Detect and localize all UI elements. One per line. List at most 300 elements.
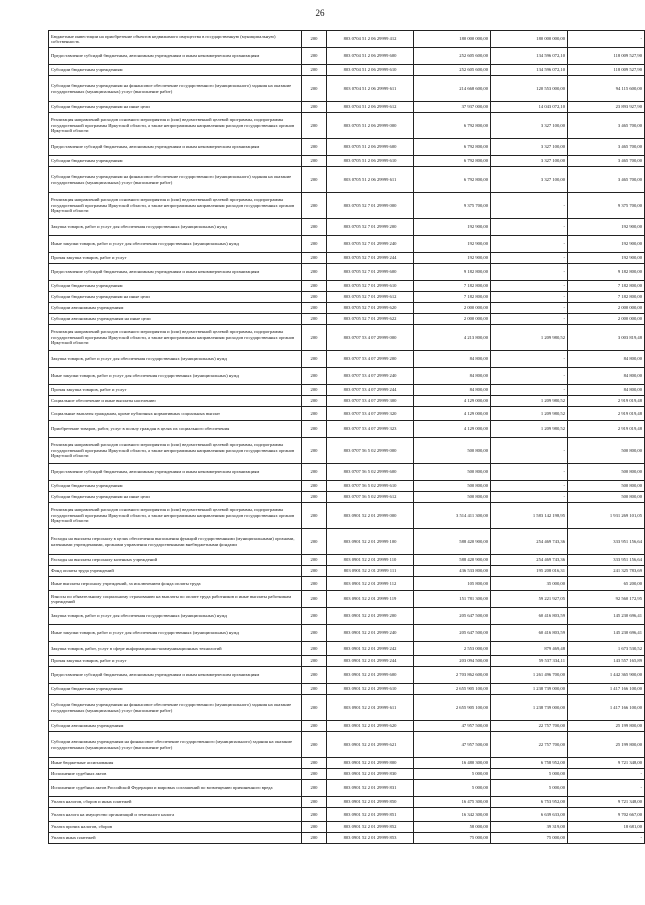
executed-amount: 134 596 072,10: [491, 65, 568, 76]
approved-amount: 588 420 900,00: [414, 529, 491, 555]
approved-amount: 5 000,00: [414, 769, 491, 780]
budget-line-name: Предоставление субсидий бюджетным, автономным учреждениям и иным некоммерческим организациям: [49, 139, 302, 156]
approved-amount: 84 800,00: [414, 368, 491, 385]
unexecuted-amount: 1 417 166 100,00: [568, 695, 645, 721]
budget-line-name: Реализация направлений расходов основного мероприятия и (или) ведомственной целевой программы, подпрограммы государственной программы Иркутской области, а также непрограммным направлениям расходов государственных органов Иркутской области: [49, 503, 302, 529]
line-code: 200: [302, 625, 327, 642]
budget-line-name: Бюджетные инвестиции на приобретение объектов недвижимого имущества в государственную (муниципальную) собственность: [49, 31, 302, 48]
budget-classification-code: 803 0705 52 7 01 29999 612: [327, 292, 414, 303]
table-row: [49, 758, 645, 769]
table-row: [49, 667, 645, 684]
unexecuted-amount: 92 560 172,95: [568, 591, 645, 608]
line-code: 200: [302, 529, 327, 555]
budget-classification-code: 803 0901 52 2 01 29999 852: [327, 822, 414, 833]
budget-line-name: Прочая закупка товаров, работ и услуг: [49, 656, 302, 667]
executed-amount: -: [491, 253, 568, 264]
table-row: [49, 65, 645, 76]
executed-amount: 180 000 000,00: [491, 31, 568, 48]
budget-classification-code: 803 0901 52 2 01 29999 000: [327, 503, 414, 529]
table-row: [49, 566, 645, 577]
budget-line-name: Социальные выплаты гражданам, кроме публичных нормативных социальных выплат: [49, 407, 302, 421]
budget-classification-code: 803 0901 52 2 01 29999 831: [327, 780, 414, 797]
budget-classification-code: 803 0901 52 2 01 29999 621: [327, 732, 414, 758]
unexecuted-amount: -: [568, 769, 645, 780]
line-code: 200: [302, 407, 327, 421]
approved-amount: 252 605 600,00: [414, 48, 491, 65]
executed-amount: -: [491, 193, 568, 219]
unexecuted-amount: 333 951 156,64: [568, 555, 645, 566]
approved-amount: 7 182 800,00: [414, 292, 491, 303]
budget-line-name: Субсидии бюджетным учреждениям: [49, 156, 302, 167]
approved-amount: 500 800,00: [414, 492, 491, 503]
budget-line-name: Прочая закупка товаров, работ и услуг: [49, 385, 302, 396]
table-row: [49, 529, 645, 555]
budget-classification-code: 803 0705 52 7 01 29999 622: [327, 314, 414, 325]
executed-amount: 1 238 739 000,00: [491, 684, 568, 695]
budget-classification-code: 803 0901 52 2 01 29999 240: [327, 625, 414, 642]
approved-amount: 192 900,00: [414, 236, 491, 253]
executed-amount: 3 327 100,00: [491, 139, 568, 156]
budget-classification-code: 803 0704 51 2 06 29999 600: [327, 48, 414, 65]
budget-line-name: Субсидии бюджетным учреждениям: [49, 281, 302, 292]
expenditure-table: [48, 30, 645, 844]
budget-classification-code: 803 0705 52 7 01 29999 600: [327, 264, 414, 281]
executed-amount: -: [491, 292, 568, 303]
table-row: [49, 303, 645, 314]
line-code: 200: [302, 608, 327, 625]
budget-classification-code: 803 0707 56 5 02 29999 612: [327, 492, 414, 503]
approved-amount: 9 182 800,00: [414, 264, 491, 281]
executed-amount: 3 327 100,00: [491, 167, 568, 193]
budget-classification-code: 803 0901 52 2 01 29999 853: [327, 833, 414, 844]
table-row: [49, 503, 645, 529]
executed-amount: 59 221 927,05: [491, 591, 568, 608]
unexecuted-amount: 145 230 696,41: [568, 608, 645, 625]
budget-line-name: Фонд оплаты труда учреждений: [49, 566, 302, 577]
unexecuted-amount: 7 182 800,00: [568, 281, 645, 292]
unexecuted-amount: 25 199 800,00: [568, 732, 645, 758]
line-code: 200: [302, 65, 327, 76]
unexecuted-amount: 241 325 783,69: [568, 566, 645, 577]
budget-classification-code: 803 0705 51 2 06 29999 600: [327, 139, 414, 156]
line-code: 200: [302, 253, 327, 264]
line-code: 200: [302, 797, 327, 808]
line-code: 200: [302, 833, 327, 844]
executed-amount: 1 209 980,52: [491, 407, 568, 421]
line-code: 200: [302, 780, 327, 797]
unexecuted-amount: 94 115 600,00: [568, 76, 645, 102]
executed-amount: 35 000,00: [491, 577, 568, 591]
table-row: [49, 167, 645, 193]
line-code: 200: [302, 351, 327, 368]
executed-amount: 1 261 496 700,00: [491, 667, 568, 684]
unexecuted-amount: 500 800,00: [568, 481, 645, 492]
budget-line-name: Реализация направлений расходов основного мероприятия и (или) ведомственной целевой программы, подпрограммы государственной программы Иркутской области, а также непрограммным направлениям расходов государственных органов Иркутской области: [49, 438, 302, 464]
approved-amount: 500 800,00: [414, 481, 491, 492]
approved-amount: 3 514 411 300,00: [414, 503, 491, 529]
approved-amount: 151 781 300,00: [414, 591, 491, 608]
line-code: 200: [302, 193, 327, 219]
approved-amount: 2 000 000,00: [414, 314, 491, 325]
approved-amount: 37 937 000,00: [414, 102, 491, 113]
table-row: [49, 695, 645, 721]
approved-amount: 5 000,00: [414, 780, 491, 797]
budget-line-name: Иные закупки товаров, работ и услуг для обеспечения государственных (муниципальных) нужд: [49, 368, 302, 385]
table-row: [49, 219, 645, 236]
line-code: 200: [302, 139, 327, 156]
approved-amount: 84 800,00: [414, 385, 491, 396]
budget-line-name: Взносы по обязательному социальному страхованию на выплаты по оплате труда работников и иные выплаты работникам учреждений: [49, 591, 302, 608]
budget-line-name: Субсидии бюджетным учреждениям: [49, 684, 302, 695]
budget-classification-code: 803 0704 51 2 06 29999 612: [327, 102, 414, 113]
approved-amount: 2 655 905 100,00: [414, 684, 491, 695]
executed-amount: 5 000,00: [491, 769, 568, 780]
executed-amount: -: [491, 481, 568, 492]
approved-amount: 16 475 300,00: [414, 797, 491, 808]
executed-amount: 120 553 000,00: [491, 76, 568, 102]
line-code: 200: [302, 758, 327, 769]
executed-amount: 6 639 633,00: [491, 808, 568, 822]
unexecuted-amount: 500 800,00: [568, 464, 645, 481]
budget-line-name: Уплата налогов, сборов и иных платежей: [49, 797, 302, 808]
unexecuted-amount: 9 721 348,00: [568, 797, 645, 808]
budget-line-name: Субсидии бюджетным учреждениям на иные цели: [49, 292, 302, 303]
executed-amount: 3 327 100,00: [491, 113, 568, 139]
executed-amount: 5 000,00: [491, 780, 568, 797]
budget-line-name: Уплата прочих налогов, сборов: [49, 822, 302, 833]
executed-amount: 1 209 980,52: [491, 325, 568, 351]
line-code: 200: [302, 76, 327, 102]
table-row: [49, 421, 645, 438]
executed-amount: 1 238 739 000,00: [491, 695, 568, 721]
table-row: [49, 591, 645, 608]
table-row: [49, 808, 645, 822]
table-row: [49, 253, 645, 264]
line-code: 200: [302, 555, 327, 566]
unexecuted-amount: 118 009 527,90: [568, 48, 645, 65]
line-code: 200: [302, 684, 327, 695]
budget-classification-code: 803 0901 52 2 01 29999 112: [327, 577, 414, 591]
budget-line-name: Реализация направлений расходов основного мероприятия и (или) ведомственной целевой программы, подпрограммы государственной программы Иркутской области, а также непрограммным направлениям расходов государственных органов Иркутской области: [49, 113, 302, 139]
line-code: 200: [302, 385, 327, 396]
unexecuted-amount: 192 900,00: [568, 219, 645, 236]
unexecuted-amount: 3 465 700,00: [568, 113, 645, 139]
budget-classification-code: 803 0901 52 2 01 29999 110: [327, 555, 414, 566]
budget-line-name: Субсидии бюджетным учреждениям: [49, 65, 302, 76]
line-code: 200: [302, 721, 327, 732]
budget-classification-code: 803 0901 52 2 01 29999 242: [327, 642, 414, 656]
approved-amount: 58 000,00: [414, 822, 491, 833]
approved-amount: 500 800,00: [414, 464, 491, 481]
budget-classification-code: 803 0705 51 2 06 29999 000: [327, 113, 414, 139]
table-row: [49, 822, 645, 833]
executed-amount: 59 537 334,11: [491, 656, 568, 667]
approved-amount: 252 605 600,00: [414, 65, 491, 76]
unexecuted-amount: 1 417 166 100,00: [568, 684, 645, 695]
unexecuted-amount: 84 800,00: [568, 351, 645, 368]
executed-amount: 1 209 980,52: [491, 421, 568, 438]
budget-classification-code: 803 0901 52 2 01 29999 100: [327, 529, 414, 555]
table-row: [49, 264, 645, 281]
approved-amount: 16 342 300,00: [414, 808, 491, 822]
line-code: 200: [302, 303, 327, 314]
budget-line-name: Расходы на выплаты персоналу казенных учреждений: [49, 555, 302, 566]
budget-line-name: Субсидии автономным учреждениям на иные цели: [49, 314, 302, 325]
line-code: 200: [302, 281, 327, 292]
budget-classification-code: 803 0705 52 7 01 29999 244: [327, 253, 414, 264]
budget-classification-code: 803 0901 52 2 01 29999 850: [327, 797, 414, 808]
approved-amount: 6 792 800,00: [414, 156, 491, 167]
line-code: 200: [302, 808, 327, 822]
budget-classification-code: 803 0901 52 2 01 29999 244: [327, 656, 414, 667]
table-row: [49, 281, 645, 292]
budget-line-name: Субсидии бюджетным учреждениям на финансовое обеспечение государственного (муниципального) задания на оказание государственных (муниципальных) услуг (выполнение работ): [49, 167, 302, 193]
approved-amount: 6 792 800,00: [414, 139, 491, 156]
unexecuted-amount: 65 200,00: [568, 577, 645, 591]
budget-classification-code: 803 0707 53 4 07 29999 200: [327, 351, 414, 368]
table-row: [49, 438, 645, 464]
unexecuted-amount: 3 003 819,48: [568, 325, 645, 351]
line-code: 200: [302, 656, 327, 667]
approved-amount: 6 792 800,00: [414, 167, 491, 193]
table-body: [49, 31, 645, 844]
executed-amount: -: [491, 303, 568, 314]
executed-amount: 60 416 803,59: [491, 608, 568, 625]
unexecuted-amount: 145 230 696,41: [568, 625, 645, 642]
line-code: 200: [302, 156, 327, 167]
executed-amount: 134 596 072,10: [491, 48, 568, 65]
table-row: [49, 780, 645, 797]
approved-amount: 2 000 000,00: [414, 303, 491, 314]
table-row: [49, 48, 645, 65]
executed-amount: -: [491, 385, 568, 396]
budget-classification-code: 803 0707 53 4 07 29999 244: [327, 385, 414, 396]
budget-line-name: Реализация направлений расходов основного мероприятия и (или) ведомственной целевой программы, подпрограммы государственной программы Иркутской области, а также непрограммным направлениям расходов государственных органов Иркутской области: [49, 325, 302, 351]
table-row: [49, 481, 645, 492]
approved-amount: 47 957 500,00: [414, 732, 491, 758]
line-code: 200: [302, 219, 327, 236]
unexecuted-amount: 9 182 800,00: [568, 264, 645, 281]
budget-line-name: Субсидии автономным учреждениям на финансовое обеспечение государственного (муниципального) задания на оказание государственных (муниципальных) услуг (выполнение работ): [49, 732, 302, 758]
line-code: 200: [302, 667, 327, 684]
line-code: 200: [302, 325, 327, 351]
budget-line-name: Прочая закупка товаров, работ и услуг: [49, 253, 302, 264]
line-code: 200: [302, 102, 327, 113]
approved-amount: 2 655 905 100,00: [414, 695, 491, 721]
budget-line-name: Исполнение судебных актов Российской Федерации и мировых соглашений по возмещению причиненного вреда: [49, 780, 302, 797]
budget-classification-code: 803 0704 51 2 06 29999 610: [327, 65, 414, 76]
budget-classification-code: 803 0707 53 4 07 29999 300: [327, 396, 414, 407]
budget-classification-code: 803 0901 52 2 01 29999 800: [327, 758, 414, 769]
line-code: 200: [302, 113, 327, 139]
table-row: [49, 464, 645, 481]
budget-classification-code: 803 0705 52 7 01 29999 240: [327, 236, 414, 253]
approved-amount: 4 213 800,00: [414, 325, 491, 351]
unexecuted-amount: -: [568, 833, 645, 844]
executed-amount: -: [491, 236, 568, 253]
approved-amount: 205 647 500,00: [414, 608, 491, 625]
table-row: [49, 684, 645, 695]
unexecuted-amount: 84 800,00: [568, 385, 645, 396]
budget-line-name: Реализация направлений расходов основного мероприятия и (или) ведомственной целевой программы, подпрограммы государственной программы Иркутской области, а также непрограммным направлениям расходов государственных органов Иркутской области: [49, 193, 302, 219]
line-code: 200: [302, 503, 327, 529]
line-code: 200: [302, 822, 327, 833]
approved-amount: 6 792 800,00: [414, 113, 491, 139]
unexecuted-amount: 23 893 927,90: [568, 102, 645, 113]
approved-amount: 192 900,00: [414, 253, 491, 264]
budget-classification-code: 803 0707 53 4 07 29999 320: [327, 407, 414, 421]
executed-amount: 1 209 980,52: [491, 396, 568, 407]
budget-line-name: Предоставление субсидий бюджетным, автономным учреждениям и иным некоммерческим организациям: [49, 48, 302, 65]
approved-amount: 192 900,00: [414, 219, 491, 236]
budget-classification-code: 803 0901 52 2 01 29999 200: [327, 608, 414, 625]
budget-line-name: Иные бюджетные ассигнования: [49, 758, 302, 769]
line-code: 200: [302, 566, 327, 577]
table-row: [49, 368, 645, 385]
unexecuted-amount: 500 800,00: [568, 492, 645, 503]
budget-classification-code: 803 0705 51 2 06 29999 610: [327, 156, 414, 167]
executed-amount: 879 469,48: [491, 642, 568, 656]
line-code: 200: [302, 236, 327, 253]
executed-amount: 39 319,00: [491, 822, 568, 833]
budget-classification-code: 803 0705 51 2 06 29999 611: [327, 167, 414, 193]
budget-line-name: Закупка товаров, работ и услуг для обеспечения государственных (муниципальных) нужд: [49, 351, 302, 368]
line-code: 200: [302, 481, 327, 492]
unexecuted-amount: 7 182 800,00: [568, 292, 645, 303]
unexecuted-amount: 1 442 365 900,00: [568, 667, 645, 684]
approved-amount: 47 957 500,00: [414, 721, 491, 732]
approved-amount: 588 420 900,00: [414, 555, 491, 566]
unexecuted-amount: 2 000 000,00: [568, 314, 645, 325]
executed-amount: 22 757 700,00: [491, 732, 568, 758]
budget-classification-code: 803 0901 52 2 01 29999 851: [327, 808, 414, 822]
line-code: 200: [302, 695, 327, 721]
approved-amount: 4 129 000,00: [414, 421, 491, 438]
budget-classification-code: 803 0704 51 2 06 29999 611: [327, 76, 414, 102]
unexecuted-amount: 84 800,00: [568, 368, 645, 385]
line-code: 200: [302, 314, 327, 325]
executed-amount: -: [491, 219, 568, 236]
unexecuted-amount: 2 919 019,48: [568, 407, 645, 421]
unexecuted-amount: 3 465 700,00: [568, 156, 645, 167]
unexecuted-amount: 3 465 700,00: [568, 139, 645, 156]
unexecuted-amount: 18 681,00: [568, 822, 645, 833]
budget-classification-code: 803 0707 53 4 07 29999 000: [327, 325, 414, 351]
executed-amount: 14 043 072,10: [491, 102, 568, 113]
unexecuted-amount: 3 465 700,00: [568, 167, 645, 193]
table-row: [49, 577, 645, 591]
line-code: 200: [302, 48, 327, 65]
table-row: [49, 76, 645, 102]
unexecuted-amount: 2 000 000,00: [568, 303, 645, 314]
budget-line-name: Иные выплаты персоналу учреждений, за исключением фонда оплаты труда: [49, 577, 302, 591]
budget-line-name: Предоставление субсидий бюджетным, автономным учреждениям и иным некоммерческим организациям: [49, 464, 302, 481]
executed-amount: 6 758 952,00: [491, 758, 568, 769]
budget-line-name: Иные закупки товаров, работ и услуг для обеспечения государственных (муниципальных) нужд: [49, 236, 302, 253]
line-code: 200: [302, 492, 327, 503]
executed-amount: 195 208 016,31: [491, 566, 568, 577]
approved-amount: 4 129 000,00: [414, 396, 491, 407]
table-row: [49, 721, 645, 732]
budget-classification-code: 803 0707 56 5 02 29999 600: [327, 464, 414, 481]
approved-amount: 2 703 862 600,00: [414, 667, 491, 684]
line-code: 200: [302, 732, 327, 758]
budget-classification-code: 803 0707 53 4 07 29999 323: [327, 421, 414, 438]
table-row: [49, 769, 645, 780]
table-row: [49, 608, 645, 625]
table-row: [49, 492, 645, 503]
line-code: 200: [302, 292, 327, 303]
budget-line-name: Закупка товаров, работ и услуг для обеспечения государственных (муниципальных) нужд: [49, 219, 302, 236]
executed-amount: -: [491, 438, 568, 464]
line-code: 200: [302, 642, 327, 656]
table-row: [49, 732, 645, 758]
unexecuted-amount: 192 900,00: [568, 253, 645, 264]
executed-amount: 6 753 952,00: [491, 797, 568, 808]
budget-classification-code: 803 0901 52 2 01 29999 111: [327, 566, 414, 577]
budget-classification-code: 803 0901 52 2 01 29999 610: [327, 684, 414, 695]
table-row: [49, 407, 645, 421]
table-row: [49, 102, 645, 113]
budget-classification-code: 803 0901 52 2 01 29999 830: [327, 769, 414, 780]
line-code: 200: [302, 396, 327, 407]
executed-amount: 254 469 743,36: [491, 529, 568, 555]
approved-amount: 7 182 800,00: [414, 281, 491, 292]
approved-amount: 84 800,00: [414, 351, 491, 368]
budget-classification-code: 803 0901 52 2 01 29999 611: [327, 695, 414, 721]
approved-amount: 16 480 300,00: [414, 758, 491, 769]
table-row: [49, 642, 645, 656]
budget-classification-code: 803 0705 52 7 01 29999 620: [327, 303, 414, 314]
executed-amount: 254 469 743,36: [491, 555, 568, 566]
line-code: 200: [302, 167, 327, 193]
unexecuted-amount: 9 721 348,00: [568, 758, 645, 769]
executed-amount: -: [491, 351, 568, 368]
budget-classification-code: 803 0707 56 5 02 29999 000: [327, 438, 414, 464]
approved-amount: 214 668 600,00: [414, 76, 491, 102]
executed-amount: 3 327 100,00: [491, 156, 568, 167]
table-row: [49, 385, 645, 396]
table-row: [49, 656, 645, 667]
table-row: [49, 833, 645, 844]
unexecuted-amount: 9 702 667,00: [568, 808, 645, 822]
line-code: 200: [302, 577, 327, 591]
executed-amount: -: [491, 264, 568, 281]
budget-line-name: Уплата налога на имущество организаций и земельного налога: [49, 808, 302, 822]
budget-line-name: Приобретение товаров, работ, услуг в пользу граждан в целях их социального обеспечения: [49, 421, 302, 438]
budget-line-name: Предоставление субсидий бюджетным, автономным учреждениям и иным некоммерческим организациям: [49, 667, 302, 684]
budget-line-name: Закупка товаров, работ, услуг в сфере информационно-коммуникационных технологий: [49, 642, 302, 656]
unexecuted-amount: 143 557 165,89: [568, 656, 645, 667]
budget-classification-code: 803 0707 56 5 02 29999 610: [327, 481, 414, 492]
unexecuted-amount: 2 919 019,48: [568, 421, 645, 438]
executed-amount: 60 416 803,59: [491, 625, 568, 642]
unexecuted-amount: 500 800,00: [568, 438, 645, 464]
line-code: 200: [302, 464, 327, 481]
line-code: 200: [302, 769, 327, 780]
budget-line-name: Субсидии бюджетным учреждениям: [49, 481, 302, 492]
executed-amount: -: [491, 464, 568, 481]
budget-classification-code: 803 0901 52 2 01 29999 119: [327, 591, 414, 608]
budget-line-name: Субсидии бюджетным учреждениям на финансовое обеспечение государственного (муниципального) задания на оказание государственных (муниципальных) услуг (выполнение работ): [49, 76, 302, 102]
budget-line-name: Закупка товаров, работ и услуг для обеспечения государственных (муниципальных) нужд: [49, 608, 302, 625]
table-row: [49, 325, 645, 351]
line-code: 200: [302, 591, 327, 608]
table-row: [49, 193, 645, 219]
executed-amount: -: [491, 492, 568, 503]
budget-line-name: Расходы на выплаты персоналу в целях обеспечения выполнения функций государственными (муниципальными) органами, казенными учреждениями, органами управления государственными внебюджетными фондами: [49, 529, 302, 555]
unexecuted-amount: 333 951 156,64: [568, 529, 645, 555]
